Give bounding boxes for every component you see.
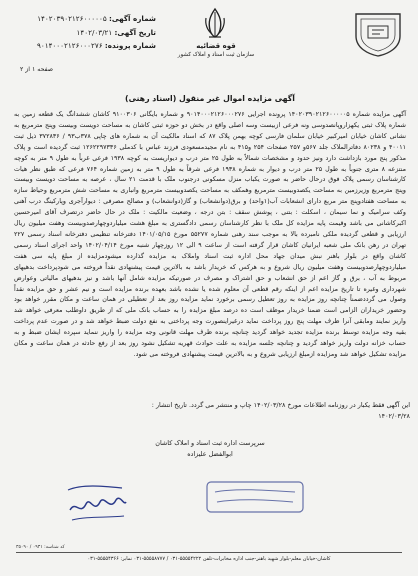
approval-stamp-icon xyxy=(205,480,305,514)
footer-address: کاشان-خیابان معلم-بلوار شهید باهنر-جنب اداره مخابرات-تلفن ۵۵۵۵۴۲۲۲-۰۳۱ / ۵۵۵۵۸۷۷۷-۰۳۱ نمابر: ۵۵۵۵۴۳۶۶-۰۳۱ xyxy=(87,556,331,562)
footer-divider xyxy=(16,552,402,553)
notice-number-label: شماره آگهی: xyxy=(108,14,156,23)
notice-date-row xyxy=(6,26,156,40)
file-number-value: ۹۰۱۴۰۰۰۲۱۲۶۰۰۰۲۷۶ xyxy=(36,41,103,50)
handwritten-annotation xyxy=(62,480,132,526)
org-line1: قوه قضائیه xyxy=(196,42,236,50)
notice-date-value: ۱۴۰۲/۰۳/۲۱ xyxy=(76,27,113,37)
notice-meta xyxy=(6,12,156,53)
notice-number-row xyxy=(6,12,156,26)
file-number-label: شماره پرونده: xyxy=(104,41,156,50)
org-line2: سازمان ثبت اسناد و املاک کشور xyxy=(177,52,255,58)
footer-code: کد شناسه: ۰۹۳۱ / ۳۵۰۹۰ xyxy=(16,545,65,550)
signature-block xyxy=(100,438,320,460)
signer-name: ابوالفضل علیزاده xyxy=(187,450,233,458)
notice-date-label: تاریخ آگهی: xyxy=(114,27,156,37)
auction-notice-body: آگهی مزایده شماره ۱۴۰۲۰۳۹۰۲۱۲۶۰۰۰۰۰۵ پرونده اجرایی ۹۰۱۴۰۰۰۲۱۲۶۰۰۰۲۷۶ و شماره بایگانی ۹۱۰۰۳۰۶ کاشان ششدانگ یک قطعه زمین به شماره پلاک ثبتی یکهزاروپانصدوسی ونه فرعی ازبیست وسه اصلی واقع در بخش دو حوزه ثبتی کاشان به مساحت دویست وبیست وپنج مترمربع به نشانی کاشان خیابان امیرکبیر خیابان سلمان فارسی کوچه بهمن پلاک ۸۷ که اسناد مالکیت آن به شماره های چاپی ۳۷۸ب۹۳ / ۳۷۲۸۳۶ ذیل ثبت ۴۰۰۱۱ و ۸۰۲۳۸ دفاترالملاک جلد ۵۶۷و ۲۵۷ صفحات ۲۵۴ و۴۱۵ به نام مجیدمسعودی فرزند عباس با کدملی ۱۲۶۲۲۹۷۳۳۶ ثبت گردیده است و پلاک مذکور پنج مورد بازداشت دارد ونیز حدود و مشخصات شمالاً به طول ۲۵ متر درب و دیواریست به کوچه ۱۹۳۸ فرعی غرباً به طول ۹ متر به کوچه منتزعه ۸ متری جنوباً به طول ۲۵ متر درب و دیوار به شماره ۱۹۳۸ فرعی شرقاً به طول ۹ متر به زمین شماره ۷۶۴ فرعی که طبق نظر هیات کارشناسان رسمی پلاک فوق درحال حاضر به صورت یکباب منزل مسکونی درجنوب ملک با قدمت ۲۱ سال ، عرصه به مساحت دویست وبیست وپنج مترمربع وزیرزمین به مساحت یکصدوبیست مترمربع وهمکف به مساحت یکصدوبیست مترمربع وانباری به مساحت شش مترمربع وحیاط سازه به مساحت هفتادوپنج متر مربع دارای انشعابات آب(۱واحد) و برق(دوانشعاب) و گاز(دوانشعاب) و مصالح مصرفی : دیوارآجری وپارکینگ درب آهنی وکف سرامیک و نما سیمان ، اسکلت : بتنی ، پوشش سقف : بتن درجه ، وضعیت مالکیت : ملک در حال حاضر درتصرف آقای امیرحسین اکبرکاشانی می باشد وقیمت پایه مزایده کل ملک با نظر کارشناسان رسمی دادگستری به مبلغ هشت میلیاردوچهارصدوبیست وهفت میلیون ریال ارزیابی و قطعی گردیده ملکی نامبرده بالا به موجب سند رهنی شماره ۵۵۲۷۷ مورخ ۱۴۰۱/۰۵/۱۵ دفترخانه تنظیمی دفترخانه اسناد رسمی ۲۲۷ تهران در رهن بانک ملی شعبه ایرانیان کاشان قرار گرفته است از ساعت ۹ الی ۱۲ روزچهار شنبه مورخ ۱۴۰۲/۰۴/۱۴ واحد اجرای اسناد رسمی کاشان واقع در بلوار باهنر نبش میدان جهاد محل اداره ثبت اسناد واملاک به مزایده گذارده میشودمزایده از مبلغ پایه سی هفت میلیاردوچهارصدوبیست وهفت میلیون ریال شروع و به هرکس که خریدار باشد به بالاترین قیمت پیشنهادی نقداً فروخته می شودپرداخت بدهیهای مربوط به آب ، برق و گاز اعم از حق انشعاب و حق اشتراک و مصرف در صورتیکه مزایده شامل آنها باشد و نیز بدهیهای مالیاتی وعوارض شهرداری وغیره تا تاریخ مزایده اعم از اینکه رقم قطعی آن معلوم شده یا نشده باشد بعهده برنده مزایده است و نیم عشر و حق مزایده نقداً وصول می گرددضمناً چنانچه روز مزایده به روز تعطیل رسمی برخورد نماید مزایده روز بعد از تعطیلی در همان ساعت و مکان مقرر خواهد بود وحضور خریداران الزامی است ضمنا خریدار موظف است ده درصد مبلغ مزایده را به حساب بانک ملی که از طریق داوطلب معرفی خواهد شد واریز نمایند ومابقی آنرا ظرف مهلت پنج روز پرداخت نماید درغیراینصورت وجه پرداختی به نفع دولت ضبط خواهد شد و در صورت عدم پرداخت بقیه وجه مزایده توسط برنده مزایده تجدید خواهد گردید چنانچه برنده ظرف مهلت قانونی وجه مزایده را واریز ننماید سپرده ایشان ضبط و به حساب خزانه دولت واریز خواهد گردید و چنانچه جلسه مزایده به علت حوادث قهریه تشکیل نشود روز بعد از رفع حادثه در همان ساعت و مکان مزایده تشکیل خواهد شد ومزایده ازمبلغ ارزیابی شروع و به بالاترین قیمت پیشنهادی فروخته می شود. xyxy=(14,111,407,358)
file-number-row xyxy=(6,39,156,53)
registration-seal-icon xyxy=(350,6,406,58)
publication-note: این آگهی فقط یکبار در روزنامه اطلاعات مورخ ۱۴۰۲/۰۳/۲۸ چاپ و منتشر می گردد. تاریخ انتشار : ۱۴۰۲/۰۳/۲۸ xyxy=(151,401,410,420)
judiciary-emblem-icon xyxy=(200,6,230,40)
notice-number-value: ۱۴۰۲۰۳۹۰۲۱۲۶۰۰۰۰۰۵ xyxy=(37,14,107,23)
document-title: آگهی مزایده اموال غیر منقول (اسناد رهنی) xyxy=(125,94,295,103)
signer-title: سرپرست اداره ثبت اسناد و املاک کاشان xyxy=(155,439,265,447)
organization-header xyxy=(168,42,264,59)
page-number: صفحه ۱ از ۲ xyxy=(20,66,53,73)
